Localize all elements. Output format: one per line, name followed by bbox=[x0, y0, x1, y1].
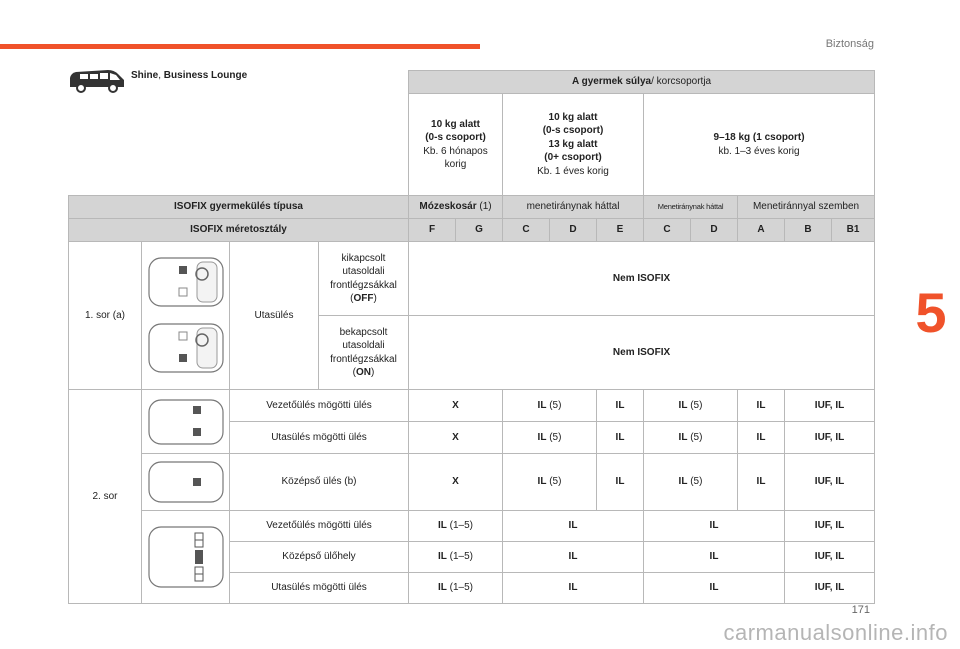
cell-il5: IL (5) bbox=[644, 390, 738, 422]
class-cell: B1 bbox=[832, 219, 875, 242]
cell-iuf-il: IUF, IL bbox=[785, 511, 875, 542]
class-cell: B bbox=[785, 219, 832, 242]
class-cell: G bbox=[456, 219, 503, 242]
row2-diagram-center bbox=[142, 454, 230, 511]
section-name: Biztonság bbox=[825, 38, 874, 50]
seat-behind-driver: Vezetőülés mögötti ülés bbox=[230, 390, 409, 422]
cell-il5: IL (5) bbox=[644, 422, 738, 454]
type-bassinet: Mózeskosár (1) bbox=[409, 196, 503, 219]
seat-center: Középső ülés (b) bbox=[230, 454, 409, 511]
class-cell: D bbox=[691, 219, 738, 242]
type-rear-facing-2: Menetiránynak háttal bbox=[644, 196, 738, 219]
weight-header: A gyermek súlya/ korcsoportja bbox=[409, 71, 875, 94]
class-cell: C bbox=[503, 219, 550, 242]
van-icon bbox=[68, 68, 126, 94]
class-cell: D bbox=[550, 219, 597, 242]
isofix-table bbox=[68, 70, 875, 604]
group-1-header: 10 kg alatt (0-s csoport) 13 kg alatt (0+ csoport) Kb. 1 éves korig bbox=[503, 94, 644, 196]
vehicle-variants: Shine, Business Lounge bbox=[131, 70, 248, 81]
row1-seat-name: Utasülés bbox=[230, 242, 319, 390]
cell-iuf-il: IUF, IL bbox=[785, 390, 875, 422]
cell-il: IL bbox=[503, 511, 644, 542]
seat-behind-passenger: Utasülés mögötti ülés bbox=[230, 573, 409, 604]
airbag-on: bekapcsolt utasoldali frontlégzsákkal (ON) bbox=[319, 316, 409, 390]
top-accent-bar bbox=[0, 44, 480, 49]
class-cell: F bbox=[409, 219, 456, 242]
row2-label: 2. sor bbox=[69, 390, 142, 604]
type-rear-facing: menetiránynak háttal bbox=[503, 196, 644, 219]
car-top-view-icon bbox=[149, 258, 223, 306]
cell-x: X bbox=[409, 454, 503, 511]
seat-center-bench: Középső ülőhely bbox=[230, 542, 409, 573]
cell-iuf-il: IUF, IL bbox=[785, 573, 875, 604]
row2-diagram-outer bbox=[142, 390, 230, 454]
type-forward-facing: Menetiránnyal szemben bbox=[738, 196, 875, 219]
group-0-header: 10 kg alatt (0-s csoport) Kb. 6 hónapos korig bbox=[409, 94, 503, 196]
cell-iuf-il: IUF, IL bbox=[785, 454, 875, 511]
chapter-number: 5 bbox=[915, 280, 947, 344]
rear-outer-seat-icon bbox=[145, 394, 227, 450]
cell-il: IL bbox=[738, 422, 785, 454]
seat-behind-passenger: Utasülés mögötti ülés bbox=[230, 422, 409, 454]
class-label: ISOFIX méretosztály bbox=[69, 219, 409, 242]
cell-il5: IL (5) bbox=[503, 454, 597, 511]
nem-isofix: Nem ISOFIX bbox=[409, 316, 875, 390]
cell-il: IL bbox=[597, 422, 644, 454]
row2-diagram-bench bbox=[142, 511, 230, 604]
rear-bench-seat-icon bbox=[145, 519, 227, 595]
cell-il5: IL (5) bbox=[503, 422, 597, 454]
watermark: carmanualsonline.info bbox=[723, 620, 948, 645]
group-2-header: 9–18 kg (1 csoport) kb. 1–3 éves korig bbox=[644, 94, 875, 196]
nem-isofix: Nem ISOFIX bbox=[409, 242, 875, 316]
cell-il: IL bbox=[644, 542, 785, 573]
car-top-view-icon bbox=[149, 324, 223, 372]
cell-il: IL bbox=[597, 454, 644, 511]
class-cell: C bbox=[644, 219, 691, 242]
cell-il5: IL (5) bbox=[644, 454, 738, 511]
cell-il15: IL (1–5) bbox=[409, 573, 503, 604]
row1-label: 1. sor (a) bbox=[69, 242, 142, 390]
cell-x: X bbox=[409, 422, 503, 454]
cell-il: IL bbox=[644, 511, 785, 542]
cell-iuf-il: IUF, IL bbox=[785, 422, 875, 454]
class-cell: E bbox=[597, 219, 644, 242]
cell-il: IL bbox=[738, 390, 785, 422]
cell-iuf-il: IUF, IL bbox=[785, 542, 875, 573]
cell-x: X bbox=[409, 390, 503, 422]
cell-il: IL bbox=[738, 454, 785, 511]
seat-behind-driver: Vezetőülés mögötti ülés bbox=[230, 511, 409, 542]
front-passenger-seat-icon bbox=[145, 252, 227, 380]
cell-il: IL bbox=[597, 390, 644, 422]
cell-il: IL bbox=[644, 573, 785, 604]
cell-il5: IL (5) bbox=[503, 390, 597, 422]
cell-il: IL bbox=[503, 542, 644, 573]
cell-il15: IL (1–5) bbox=[409, 542, 503, 573]
cell-il15: IL (1–5) bbox=[409, 511, 503, 542]
rear-center-seat-icon bbox=[145, 458, 227, 506]
class-cell: A bbox=[738, 219, 785, 242]
row1-seat-diagram bbox=[142, 242, 230, 390]
cell-il: IL bbox=[503, 573, 644, 604]
page-number: 171 bbox=[851, 604, 870, 616]
type-label: ISOFIX gyermekülés típusa bbox=[69, 196, 409, 219]
airbag-off: kikapcsolt utasoldali frontlégzsákkal (OFF) bbox=[319, 242, 409, 316]
